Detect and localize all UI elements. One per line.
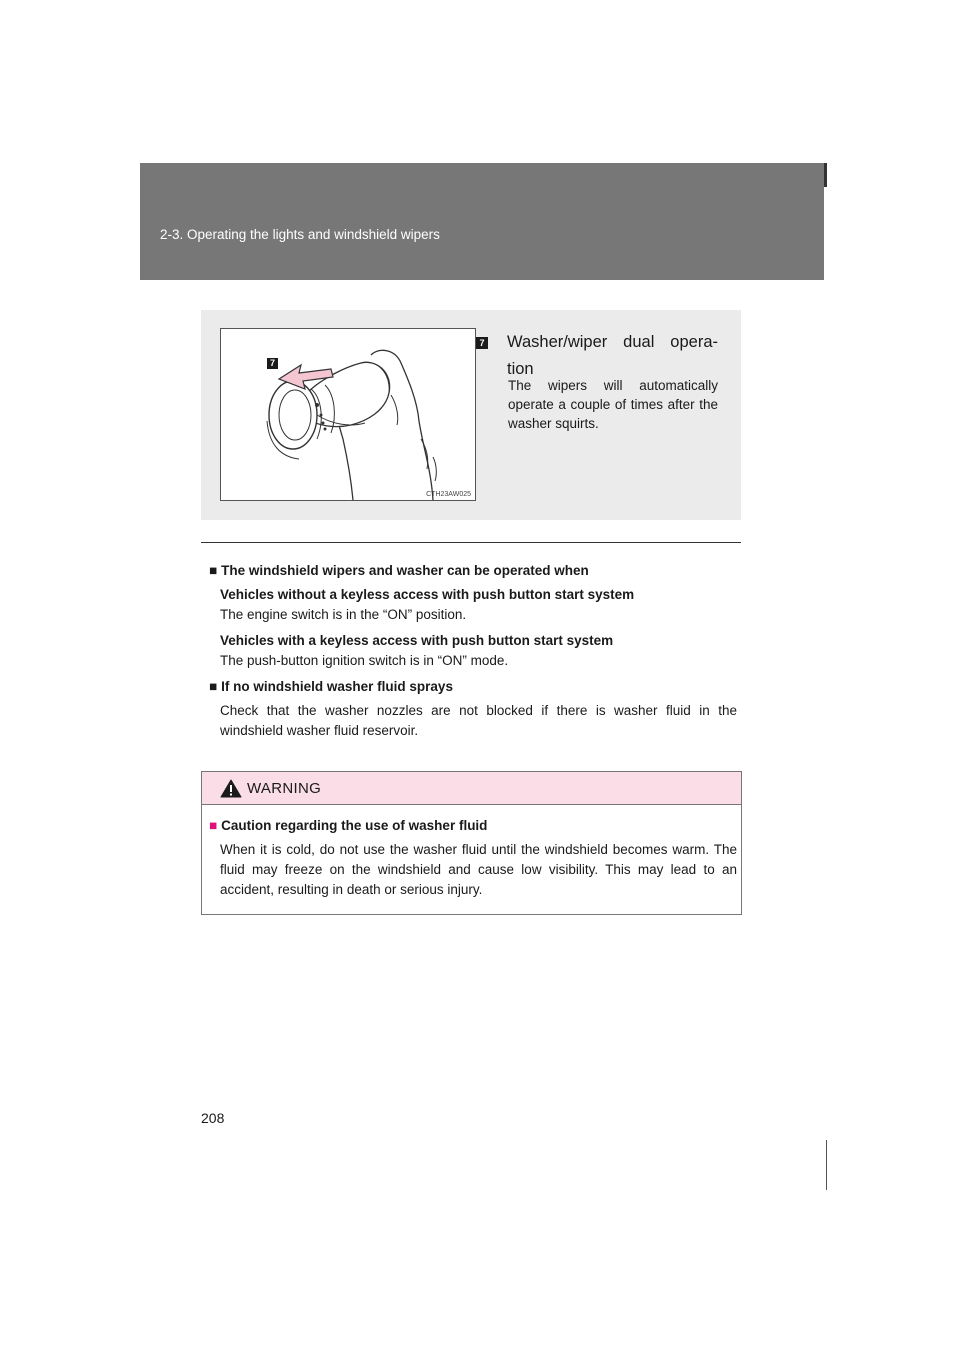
page-number: 208	[201, 1110, 225, 1126]
section-title: 2-3. Operating the lights and windshield wipers	[160, 227, 440, 242]
warning-label: WARNING	[247, 780, 322, 797]
wiper-lever-drawing	[221, 329, 475, 500]
note-heading-1	[209, 561, 737, 581]
note-heading-2	[209, 677, 737, 697]
instruction-panel	[201, 310, 741, 520]
page-header	[140, 163, 824, 280]
note-sub-2: Vehicles with a keyless access with push button start system	[220, 633, 614, 648]
illustration-step-badge: 7	[267, 358, 278, 369]
warning-header	[202, 772, 741, 805]
note-body-1: The engine switch is in the “ON” position.	[220, 607, 467, 622]
step-number-badge: 7	[476, 337, 488, 349]
step-title	[507, 329, 718, 383]
illustration-code: CTH23AW025	[426, 491, 471, 498]
note-body-3: Check that the washer nozzles are not blocked if there is washer fluid in the windshield washer fluid reservoir.	[220, 703, 737, 738]
warning-body: When it is cold, do not use the washer fluid until the windshield becomes warm. The fluid may freeze on the windshield and cause low visibility. This may lead to an accident, resulting in death or serious injury.	[220, 842, 737, 897]
warning-content	[209, 816, 737, 900]
square-bullet-icon: ■	[209, 679, 218, 694]
note-sub-1: Vehicles without a keyless access with push button start system	[220, 587, 635, 602]
wiper-lever-illustration	[220, 328, 476, 501]
note-heading-2-text: If no windshield washer fluid sprays	[221, 679, 453, 694]
side-rule	[826, 1140, 827, 1190]
warning-heading-text: Caution regarding the use of washer fluid	[221, 818, 488, 833]
step-title-line1: Washer/wiper dual opera-	[507, 333, 718, 351]
section-divider	[201, 542, 741, 543]
notes-section	[209, 561, 737, 741]
warning-box	[201, 771, 742, 915]
step-description: The wipers will automatically operate a couple of times after the washer squirts.	[508, 378, 718, 431]
square-bullet-icon: ■	[209, 563, 218, 578]
header-tab-marker	[824, 163, 827, 187]
note-heading-1-text: The windshield wipers and washer can be operated when	[221, 563, 589, 578]
note-body-2: The push-button ignition switch is in “ON” mode.	[220, 653, 509, 668]
step-title-line2: tion	[507, 360, 534, 378]
square-bullet-icon: ■	[209, 818, 218, 833]
warning-triangle-icon	[220, 779, 242, 798]
warning-heading	[209, 816, 737, 836]
